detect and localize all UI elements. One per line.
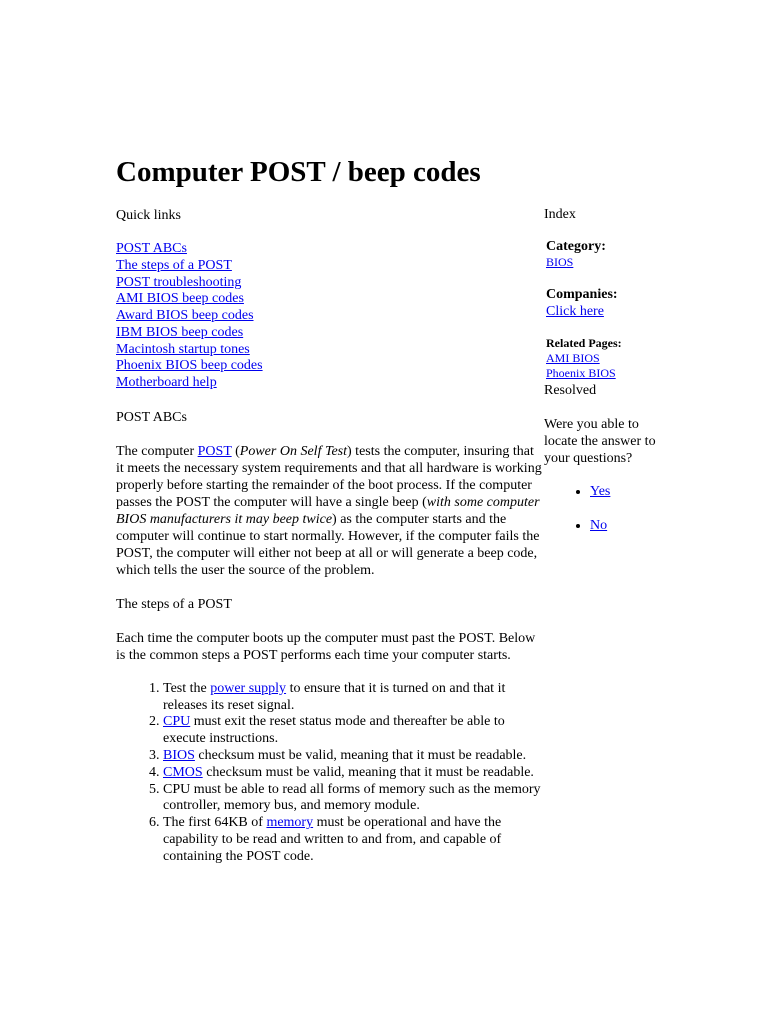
step-text: must exit the reset status mode and thereafter be able to execute instructions. (163, 714, 505, 747)
step-text: Test the (163, 680, 211, 696)
companies-group (546, 286, 618, 320)
quick-link-item (116, 308, 542, 325)
steps-heading: The steps of a POST (116, 596, 232, 612)
step-item (163, 714, 542, 748)
step-text: checksum must be valid, meaning that it must be readable. (202, 764, 534, 780)
poll-no-link[interactable]: No (590, 518, 608, 533)
step-text: to ensure that it is turned on and that it releases its reset signal. (163, 680, 506, 713)
beep-twice-note: with some computer BIOS manufacturers it may beep twice (116, 494, 540, 527)
steps-list (116, 681, 542, 866)
category-bios-link[interactable]: BIOS (546, 255, 574, 269)
step-text: checksum must be valid, meaning that it must be readable. (194, 747, 527, 763)
quick-link-item (116, 375, 542, 392)
quick-link-motherboard-help[interactable]: Motherboard help (116, 375, 217, 390)
step-text: CPU must be able to read all forms of memory such as the memory controller, memory bus, and memory module. (163, 781, 541, 814)
page-title: Computer POST / beep codes (116, 156, 481, 188)
post-abcs-text: ( (231, 443, 240, 459)
step-item (163, 765, 542, 782)
memory-link[interactable]: memory (266, 815, 314, 831)
related-pages-group (546, 336, 622, 381)
post-abcs-text: ) tests the computer, insuring that it meets the necessary system requirements and that all hardware is working properly before starting the remainder of the boot process. If the computer passes the POST the computer will have a single beep ( (116, 443, 542, 510)
quick-link-item (116, 342, 542, 359)
cmos-link[interactable]: CMOS (163, 764, 203, 780)
quick-link-item (116, 325, 542, 342)
poll-option (590, 483, 610, 500)
quick-link-award-bios[interactable]: Award BIOS beep codes (116, 308, 254, 323)
post-link[interactable]: POST (197, 443, 232, 459)
step-text: The first 64KB of (163, 815, 267, 831)
cpu-link[interactable]: CPU (163, 714, 191, 730)
quick-link-ibm-bios[interactable]: IBM BIOS beep codes (116, 324, 244, 340)
companies-label: Companies: (546, 287, 618, 302)
bios-link[interactable]: BIOS (163, 747, 195, 763)
post-abcs-paragraph (116, 443, 542, 579)
quick-link-steps-of-post[interactable]: The steps of a POST (116, 257, 232, 273)
quick-link-item (116, 275, 542, 292)
step-item (163, 681, 542, 715)
post-abcs-heading: POST ABCs (116, 409, 187, 425)
step-item (163, 782, 542, 816)
quick-links-heading: Quick links (116, 208, 181, 223)
quick-links-list (116, 241, 542, 392)
post-expansion: Power On Self Test (239, 443, 348, 459)
steps-intro: Each time the computer boots up the computer must past the POST. Below is the common steps a POST performs each time your computer starts. (116, 630, 536, 663)
quick-link-ami-bios[interactable]: AMI BIOS beep codes (116, 291, 244, 307)
step-item (163, 748, 542, 765)
companies-click-here-link[interactable]: Click here (546, 304, 604, 319)
related-pages-label: Related Pages: (546, 336, 622, 350)
power-supply-link[interactable]: power supply (210, 680, 287, 696)
quick-link-post-abcs[interactable]: POST ABCs (116, 241, 187, 256)
resolved-label: Resolved (544, 383, 597, 398)
poll-question: Were you able to locate the answer to your questions? (544, 417, 656, 466)
quick-link-item (116, 258, 542, 275)
sidebar-index-label: Index (544, 207, 576, 222)
quick-link-item (116, 291, 542, 308)
step-item (163, 815, 542, 865)
main-content (116, 152, 542, 866)
step-text: must be operational and have the capability to be read and written to and from, and capable of containing the POST code. (163, 815, 502, 864)
quick-link-item (116, 358, 542, 375)
poll-yes-link[interactable]: Yes (590, 484, 611, 499)
category-label: Category: (546, 239, 606, 254)
quick-link-item (116, 241, 542, 258)
quick-link-post-troubleshooting[interactable]: POST troubleshooting (116, 274, 242, 290)
quick-link-phoenix-bios[interactable]: Phoenix BIOS beep codes (116, 358, 263, 374)
poll-options (544, 483, 610, 551)
category-group (546, 238, 606, 270)
related-ami-bios-link[interactable]: AMI BIOS (546, 351, 600, 365)
related-phoenix-bios-link[interactable]: Phoenix BIOS (546, 366, 616, 380)
quick-link-macintosh-tones[interactable]: Macintosh startup tones (116, 341, 250, 357)
post-abcs-text: ) as the computer starts and the computer will continue to start normally. However, if the computer fails the POST, the computer will either not beep at all or will generate a beep code, which tells the user the source of the problem. (116, 511, 540, 578)
poll-option (590, 517, 610, 534)
post-abcs-text: The computer (116, 443, 198, 459)
